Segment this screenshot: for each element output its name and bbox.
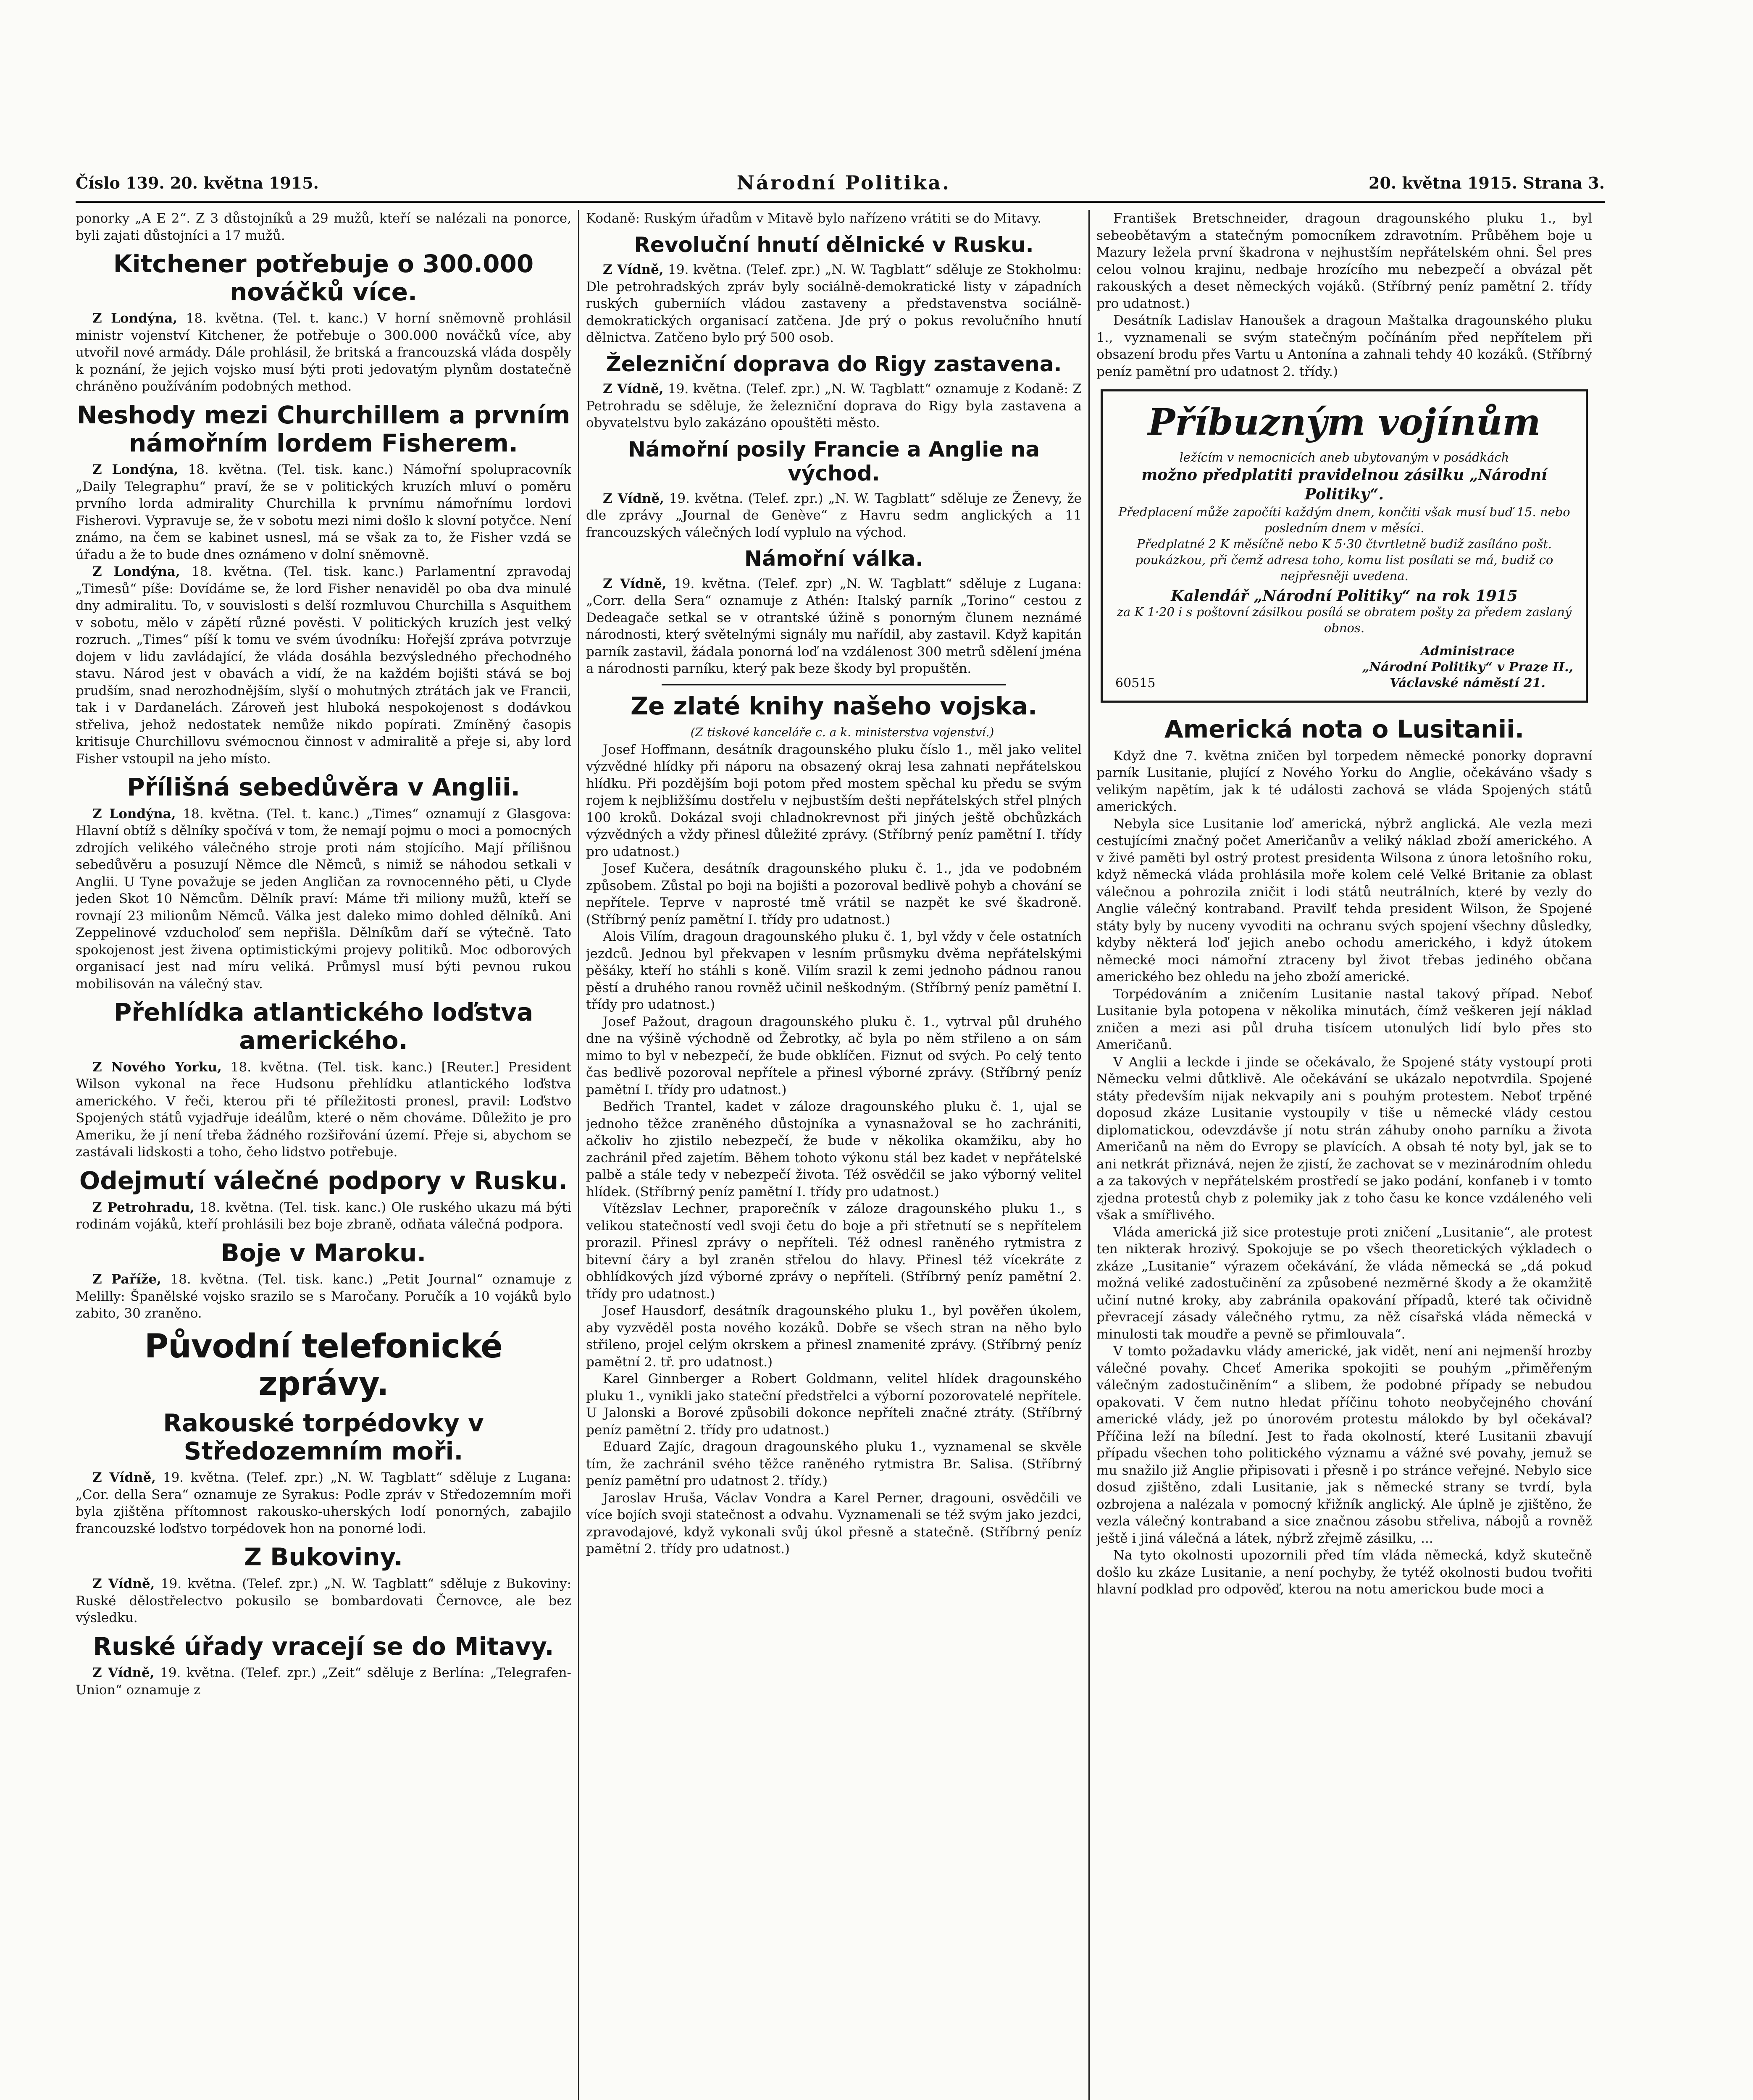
section-headline: Původní telefonické zprávy.: [145, 1327, 502, 1403]
dateline: Z Vídně,: [92, 1665, 155, 1681]
dateline: Z Paříže,: [92, 1272, 161, 1287]
article-text: [76, 1664, 571, 1698]
article-body: 19. května. (Telef. zpr.) „N. W. Tagblatt“ oznamuje z Kodaně: Z Petrohradu se sděluje, že železniční doprava do Rigy byla zastavena a obyvatelstvu bylo zakázáno opouštěti město.: [586, 381, 1082, 430]
article-text: [76, 1575, 571, 1627]
headline: Přílišná sebedůvěra v Anglii.: [127, 773, 520, 802]
ad-text: možno předplatiti pravidelnou zásilku „Národní Politiky“.: [1141, 466, 1547, 503]
dateline: Z Vídně,: [603, 576, 667, 591]
article-text: Jaroslav Hruša, Václav Vondra a Karel Perner, dragouni, osvědčili ve více bojích svoji statečnost a odvahu. Vyznamenali se též svým jako jezdci, zpravodajové, když vykonali svůj úkol přesně a statečně. (Stříbrný peníz pamětní 2. třídy pro udatnost.): [586, 1490, 1082, 1557]
ad-text: za K 1·20 i s poštovní zásilkou posílá se obratem pošty za předem zaslaný obnos.: [1117, 605, 1572, 635]
article-text: Když dne 7. května zničen byl torpedem německé ponorky dopravní parník Lusitanie, plující z Nového Yorku do Anglie, očekáváno všady s velikým napětím, jak k té události zachová se vláda Spojených států amerických.: [1096, 748, 1592, 815]
issue-number: Číslo 139. 20. května 1915.: [76, 173, 319, 192]
ad-address-line: Administrace: [1420, 644, 1515, 659]
article-text: Nebyla sice Lusitanie loď americká, nýbrž anglická. Ale vezla mezi cestujícími značný počet Američanův a veliký náklad zboží amerického. A v živé paměti byl ostrý protest presidenta Wilsona z února letošního roku, když německá vláda prohlásila moře kolem celé Velké Britanie za oblast válečnou a pohrozila zničit i lodi států neutrálních, které by vezly do Anglie válečný kontraband. Pravilť tehda president Wilson, že Spojené státy byly by nuceny vyvoditi na ochranu svých spojení všechny důsledky, kdyby některá loď jejich anebo ochodu amerického, i když útokem německé moci námořní ztraceny byl život třebas jediného občana amerického bez ohledu na jeho zboží americké.: [1096, 816, 1592, 985]
article-body: 18. května. (Tel. tisk. kanc.) „Petit Journal“ oznamuje z Melilly: Španělské vojsko srazilo se s Maročany. Poručík a 10 vojáků bylo zabito, 30 zraněno.: [76, 1272, 571, 1321]
headline: Rakouské torpédovky v Středozemním moři.: [163, 1409, 484, 1465]
article-text: V Anglii a leckde i jinde se očekávalo, že Spojené státy vystoupí proti Německu velmi důtklivě. Ale očekávání se ukázalo nepotvrdila. Spojené státy především nijak nekvapily ani s pouhým protestem. Neboť trpěné doposud zkáze Lusitanie vystoupily v tiše u německé vlády cestou diplomatickou, odevzdávše jí notu strán záhuby onoho parníku a života Američanů na něm do Evropy se plavících. A obsah té noty byl, jak se to ani netkrát přiznává, nejen že zjistí, že zachovat se v mezinárodním ohledu a za takových v nepřátelském prostředí se jako podání, konfaneb i v tomto zjedna protestů chyb z polemiky jak z toho času ke konce vzdáleného veli však a smířlivého.: [1096, 1054, 1592, 1223]
masthead-rule: [76, 201, 1605, 203]
dateline: Z Londýna,: [92, 806, 176, 822]
article-text: Josef Kučera, desátník dragounského pluku č. 1., jda ve podobném způsobem. Zůstal po boji na bojišti a pozoroval bedlivě pohyb a chování se nepřítele. Teprve v naprosté tmě vrátil se nazpět ke své škadroně. (Stříbrný peníz pamětní I. třídy pro udatnost.): [586, 861, 1082, 927]
dateline: Z Londýna,: [92, 311, 178, 326]
article-body: 18. května. (Tel. t. kanc.) V horní sněmovně prohlásil ministr vojenství Kitchener, že potřebuje o 300.000 nováčků více, aby utvořil nové armády. Dále prohlásil, že britská a francouzská vláda dospěly k poznání, že jejich vojsko musí býti proti jedovatým plynům dostatečně chráněno používáním podobných method.: [76, 311, 571, 394]
column-divider: [578, 210, 579, 2100]
ad-text: Předplatné 2 K měsíčně nebo K 5·30 čtvrtletně budiž zasíláno pošt. poukázkou, při čemž adresa toho, komu list posílati se má, budiž co nejpřesněji uvedena.: [1135, 537, 1553, 583]
dateline: Z Vídně,: [92, 1470, 156, 1486]
headline: Boje v Maroku.: [221, 1238, 426, 1267]
column-2: [586, 210, 1082, 2100]
ad-calendar: Kalendář „Národní Politiky“ na rok 1915: [1171, 587, 1518, 605]
column-1: [76, 210, 571, 2100]
headline: Námořní posily Francie a Anglie na východ.: [628, 437, 1040, 486]
column-divider: [1088, 210, 1090, 2100]
article-text: Alois Vilím, dragoun dragounského pluku č. 1, byl vždy v čele ostatních jezdců. Jednou byl překvapen v lesním průsmyku dvěma nepřátelskými pěšáky, kteří ho stáhli s koně. Vilím srazil k zemi jednoho pádnou ranou pěstí a druhého ranou rovněž učinil neškodným. (Stříbrný peníz pamětní I. třídy pro udatnost.): [586, 929, 1082, 1013]
article-body: 19. května. (Telef. zpr.) „N. W. Tagblatt“ sděluje z Lugana: „Cor. della Sera“ oznamuje ze Syrakus: Podle zpráv v Středozemním moři byla zjištěna přítomnost rakousko-uherských lodí ponorných, zabajilo francouzské loďstvo torpédovek hon na ponorné lodi.: [76, 1470, 571, 1536]
divider: [662, 684, 1006, 685]
dateline: Z Londýna,: [92, 462, 179, 478]
article-body: 18. května. (Tel. tisk. kanc.) [Reuter.] President Wilson vykonal na řece Hudsonu přehlídku atlantického loďstva amerického. V řeči, kterou při té příležitosti pronesl, pravil: Loďstvo Spojených států vyjadřuje ideálům, které o něm chováme. Důležito je pro Ameriku, že jí není třeba žádného rozšiřování území. Přeje si, abychom se zastávali lidskosti a toho, čeho lidstvo potřebuje.: [76, 1059, 571, 1160]
article-text: [586, 575, 1082, 677]
headline: Neshody mezi Churchillem a prvním námořním lordem Fisherem.: [76, 400, 570, 457]
article-body: 19. května. (Telef. zpr.) „N. W. Tagblatt“ sděluje ze Stokholmu: Dle petrohradských zpráv byly sociálně-demokratické listy v západních ruských guberniích vládou zastaveny a představenstva sociálně-demokratických organisací zatčena. Jde prý o pokus revolučního hnutí dělnictva. Zatčeno bylo prý 500 osob.: [586, 262, 1082, 345]
dateline: Z Petrohradu,: [92, 1200, 194, 1215]
article-text: Desátník Ladislav Hanoušek a dragoun Maštalka dragounského pluku 1., vyznamenali se svým statečným počínáním před nepřítelem při obsazení brodu přes Vartu u Antonína a zahnali tehdy 40 kozáků. (Stříbrný peníz pamětní pro udatnost 2. třídy.): [1096, 313, 1592, 379]
article-body: 19. května. (Telef. zpr) „N. W. Tagblatt“ sděluje z Lugana: „Corr. della Sera“ oznamuje z Athén: Italský parník „Torino“ cestou z Dedeagače setkal se v otrantské úžině s ponorným člunem neznámé národnosti, který světelnými signály mu nařídil, aby zastavil. Když kapitán parník zastavil, žádala ponorná loď na vzdálenost 300 metrů sdělení jména a národnosti parníku, který pak beze škody byl propuštěn.: [586, 576, 1082, 676]
article-body: 18. května. (Tel. tisk. kanc.) Námořní spolupracovník „Daily Telegraphu“ praví, že se v politických kruzích mluví o poměru prvního lorda admirality Churchilla k prvnímu námořnímu lordovi Fisherovi. Vypravuje se, že v sobotu mezi nimi došlo k slovní potyčce. Není známo, na čem se kabinet usnesl, má se však za to, že Fisher vzdá se úřadu a že to bude dnes oznámeno v dolní sněmovně.: [76, 462, 571, 562]
article-body: 19. května. (Telef. zpr.) „N. W. Tagblatt“ sděluje ze Ženevy, že dle zprávy „Journal de Genève“ z Havru sedm anglických a 11 francouzských válečných lodí vyplulo na východ.: [586, 491, 1082, 540]
article-text: Torpédováním a zničením Lusitanie nastal takový případ. Neboť Lusitanie byla potopena v několika minutách, čímž veškeren její náklad zničen a mezi asi půl druha tisícem utonulých lidí bylo přes sto Američanů.: [1096, 986, 1592, 1053]
article-text: Na tyto okolnosti upozornili před tím vláda německá, když skutečně došlo ku zkáze Lusitanie, a není pochyby, že tytéž okolnosti budou tvořiti hlavní podklad pro odpověď, kterou na notu americkou bude moci a: [1096, 1548, 1592, 1597]
article-text: V tomto požadavku vlády americké, jak vidět, není ani nejmenší hrozby válečné povahy. Chceť Amerika spokojiti se pouhým „přiměřeným válečným zadostučiněním“ a slibem, že podobné případy se nebudou opakovati. V čem nutno hledat příčinu tohoto neobyčejného chování americké vlády, jež po únorovém protestu málokdo by byl očekával? Příčina leží na bílední. Jest to řada okolností, které Lusitanii zbavují případu všechen toho politického významu a vážné své povahy, jemuž se mu snažilo již Anglie připisovati i přesně i po stránce veřejné. Nebylo sice dosud zjištěno, zdali Lusitanie, jak s německé strany se tvrdí, byla ozbrojena a nalézala v pomocný křižník anglický. Ale úplně je zjištěno, že vezla válečný kontraband a sice značnou zásobu střeliva, nábojů a rovněž ještě i jiná válečná a látek, nýbrž zřejmě zásilku, ...: [1096, 1344, 1592, 1546]
ad-address-line: Václavské náměstí 21.: [1390, 676, 1545, 690]
dateline: Z Londýna,: [92, 564, 180, 580]
article-text: Eduard Zajíc, dragoun dragounského pluku 1., vyznamenal se skvěle tím, že zachránil svého těžce raněného rytmistra Br. Salisa. (Stříbrný peníz pamětní pro udatnost 2. třídy.): [586, 1439, 1082, 1489]
article-text: [76, 310, 571, 395]
article-text: Vítězslav Lechner, praporečník v záloze dragounského pluku 1., s velikou statečností vedl svoji četu do boje a při střetnutí se s nepřítelem prorazil. Přinesl zprávy o nepříteli. Též odnesl raněného rytmistra z bitevní čáry a byl zraněn střelou do hlavy. Přinesl též vícekráte z obhlídkových jízd výborné zprávy o nepříteli. (Stříbrný peníz pamětní 2. třídy pro udatnost.): [586, 1201, 1082, 1302]
dateline: Z Vídně,: [603, 491, 664, 506]
headline: Ruské úřady vracejí se do Mitavy.: [93, 1632, 554, 1661]
article-text: Josef Hausdorf, desátník dragounského pluku 1., byl pověřen úkolem, aby vyzvěděl posta nového kozáků. Dobře se všech stran na něho bylo střileno, projel celým okrskem a přinesl znamenité zprávy. (Stříbrný peníz pamětní 2. tř. pro udatnost.): [586, 1303, 1082, 1370]
article-text: ponorky „A E 2“. Z 3 důstojníků a 29 mužů, kteří se nalézali na ponorce, byli zajati důstojníci a 17 mužů.: [76, 211, 571, 243]
article-text: [586, 490, 1082, 541]
headline: Odejmutí válečné podpory v Rusku.: [79, 1166, 568, 1195]
article-text: Bedřich Trantel, kadet v záloze dragounského pluku č. 1, ujal se jednoho těžce zraněného důstojníka a vynasnažoval se ho zachrániti, ačkoliv ho zjistilo nebezpečí, že bude v několika okamžiku, aby ho zachránil před zajetím. Během tohoto výkonu stál bez kadet v nepřátelské palbě a stále tedy v nebezpečí života. Též osvědčil se jako výborný velitel hlídek. (Stříbrný peníz pamětní I. třídy pro udatnost.): [586, 1099, 1082, 1200]
dateline: Z Vídně,: [603, 262, 664, 277]
article-text: [586, 381, 1082, 432]
dateline: Z Vídně,: [603, 381, 664, 396]
article-text: Josef Hoffmann, desátník dragounského pluku číslo 1., měl jako velitel výzvědné hlídky při náporu na obsazený okraj lesa zahnati nepřátelskou hlídku. Při pozdějším boji potom před mostem spěchal ku předu se svým rojem k nejbližšímu dostřelu v nejbustším dešti nepřátelských střel plných 100 kroků. Dokázal svoji chladnokrevnost při jiných ještě obchůzkách výzvědných a vždy přinesl důležité zprávy. (Stříbrný peníz pamětní I. třídy pro udatnost.): [586, 742, 1082, 859]
ad-text: Předplacení může započíti každým dnem, končiti však musí buď 15. nebo posledním dnem v měsíci.: [1118, 505, 1570, 535]
article-text: Josef Pažout, dragoun dragounského pluku č. 1., vytrval půl druhého dne na výšině východně od Žebrotky, ač byla po něm střileno a on sám mimo to byl v nebezpečí, že bude obklíčen. Fiznut od svých. Po celý tento čas bedlivě pozoroval nepřítele a přinesl výborné zprávy. (Stříbrný peníz pamětní I. třídy pro udatnost.): [586, 1014, 1082, 1097]
ad-title: Příbuzným vojínům: [1148, 401, 1541, 444]
newspaper-title: Národní Politika.: [736, 171, 951, 194]
ad-address: [1362, 643, 1573, 691]
article-text: [76, 806, 571, 993]
headline: Revoluční hnutí dělnické v Rusku.: [634, 232, 1034, 257]
article-text: [76, 1199, 571, 1233]
headline: Z Bukoviny.: [244, 1543, 403, 1572]
article-text: [76, 1271, 571, 1322]
dateline: Z Vídně,: [92, 1576, 155, 1592]
dateline: Z Nového Yorku,: [92, 1059, 222, 1075]
article-body: 19. května. (Telef. zpr.) „N. W. Tagblatt“ sděluje z Bukoviny: Ruské dělostřelectvo pokusilo se bombardovati Černovce, ale bez výsledku.: [76, 1576, 571, 1626]
masthead: [76, 168, 1605, 197]
date-page: 20. května 1915. Strana 3.: [1369, 173, 1605, 192]
subscription-advertisement: [1101, 389, 1588, 703]
ad-footer: [1115, 643, 1573, 691]
article-text: Karel Ginnberger a Robert Goldmann, velitel hlídek dragounského pluku 1., vynikli jako stateční předstřelci a výborní pozorovatelé nepřítele. U Jalonski a Borové způsobili dokonce nepříteli značné ztráty. (Stříbrný peníz pamětní 2. třídy pro udatnost.): [586, 1371, 1082, 1438]
headline: Americká nota o Lusitanii.: [1164, 715, 1524, 743]
headline: Ze zlaté knihy našeho vojska.: [630, 691, 1038, 720]
article-text: [586, 261, 1082, 346]
article-text: [76, 461, 571, 563]
article-text: [76, 563, 571, 767]
article-body: 18. května. (Tel. tisk. kanc.) Parlamentní zpravodaj „Timesů“ píše: Dovídáme se, že lord Fisher nenaviděl po oba dva minulé dny admiralitu. To, v souvislosti s delší rozmluvou Churchilla s Asquithem v sobotu, mělo v zápětí různé pověsti. V politických kruzích jest velký rozruch. „Times“ píší k tomu ve svém úvodníku: Hořejší zpráva potvrzuje dojem v lidu zavládající, že vláda dosáhla bezvýsledného přechodného stavu. Národ jest v obavách a vidí, že na každém bojišti stává se boj prudším, snad nerozhodnějším, slyší o mohutných ztrátách jak ve Francii, tak i v Dardanelách. Zároveň jest hluboká nespokojenost s dodávkou střeliva, jehož nedostatek nemůže nikdo popírati. Zmíněný časopis kritisuje Churchillovu svémocnou činnost v admiralitě a přeje si, aby lord Fisher vstoupil na jeho místo.: [76, 564, 571, 766]
ad-address-line: „Národní Politiky“ v Praze II.,: [1362, 660, 1573, 675]
article-text: [76, 1469, 571, 1537]
article-text: František Bretschneider, dragoun dragounského pluku 1., byl sebeobětavým a statečným pomocníkem zdravotním. Průběhem boje u Mazury ležela první škadrona v nejhustším nepřátelském ohni. Šel pres celou volnou krajinu, nedbaje hrozícího mu nebezpečí a obvázal pět rakouských a deset německých vojáků. (Stříbrný peníz pamětní 2. třídy pro udatnost.): [1096, 211, 1592, 311]
ad-code: 60515: [1115, 676, 1156, 690]
headline: Kitchener potřebuje o 300.000 nováčků více.: [113, 249, 534, 306]
article-text: Kodaně: Ruským úřadům v Mitavě bylo nařízeno vrátiti se do Mitavy.: [586, 211, 1042, 226]
headline: Železniční doprava do Rigy zastavena.: [606, 352, 1062, 376]
ad-text: ležícím v nemocnicích aneb ubytovaným v posádkách: [1179, 450, 1509, 465]
article-body: 19. května. (Telef. zpr.) „Zeit“ sděluje z Berlína: „Telegrafen-Union“ oznamuje z: [76, 1665, 571, 1698]
headline: Přehlídka atlantického loďstva amerického.: [113, 998, 534, 1055]
subheading: (Z tiskové kanceláře c. a k. ministerstva vojenství.): [690, 725, 994, 740]
column-3: [1096, 210, 1592, 2100]
article-body: 18. května. (Tel. tisk. kanc.) Ole ruského ukazu má býti rodinám vojáků, kteří prohlásili bez boje zbraně, odňata válečná podpora.: [76, 1200, 571, 1232]
article-text: Vláda americká již sice protestuje proti zničení „Lusitanie“, ale protest ten nikterak hrozivý. Spokojuje se po všech theoretických výkladech o zkáze „Lusitanie“ výrazem očekávání, že vláda německá se „dá pokud možná veliké zadostučinění za způsobené nezměrné škody a že okamžitě učiní nutné kroky, aby zabránila opakování případů, které tak očividně převracejí zásady válečného rytmu, za něž císařská vláda německá v minulosti tak moudře a pevně se přimlouvala“.: [1096, 1224, 1592, 1342]
headline: Námořní válka.: [744, 546, 924, 571]
article-body: 18. května. (Tel. t. kanc.) „Times“ oznamují z Glasgova: Hlavní obtíž s dělníky spočívá v tom, že nemají pojmu o moci a pomocných zdrojích velikého válečného stroje proti nám stojícího. Mají přílišnou sebedůvěru a posuzují Němce dle Němců, s nimiž se náhodou setkali v Anglii. U Tyne považuje se jeden Angličan za rovnocenného pěti, u Clyde jeden Skot 10 Němcům. Dělník praví: Máme tři miliony mužů, kteří se rovnají 23 milionům Němců. Válka jest daleko mimo dohled dělníků. Ani Zeppelinové vzducholoď sem nepřišla. Dělníkům daří se výtečně. Tato spokojenost jest živena optimistickými projevy politiků. Moc odborových organisací jest nad míru veliká. Průmysl musí býti pevnou rukou mobilisován na válečný stav.: [76, 806, 571, 992]
article-text: [76, 1059, 571, 1161]
